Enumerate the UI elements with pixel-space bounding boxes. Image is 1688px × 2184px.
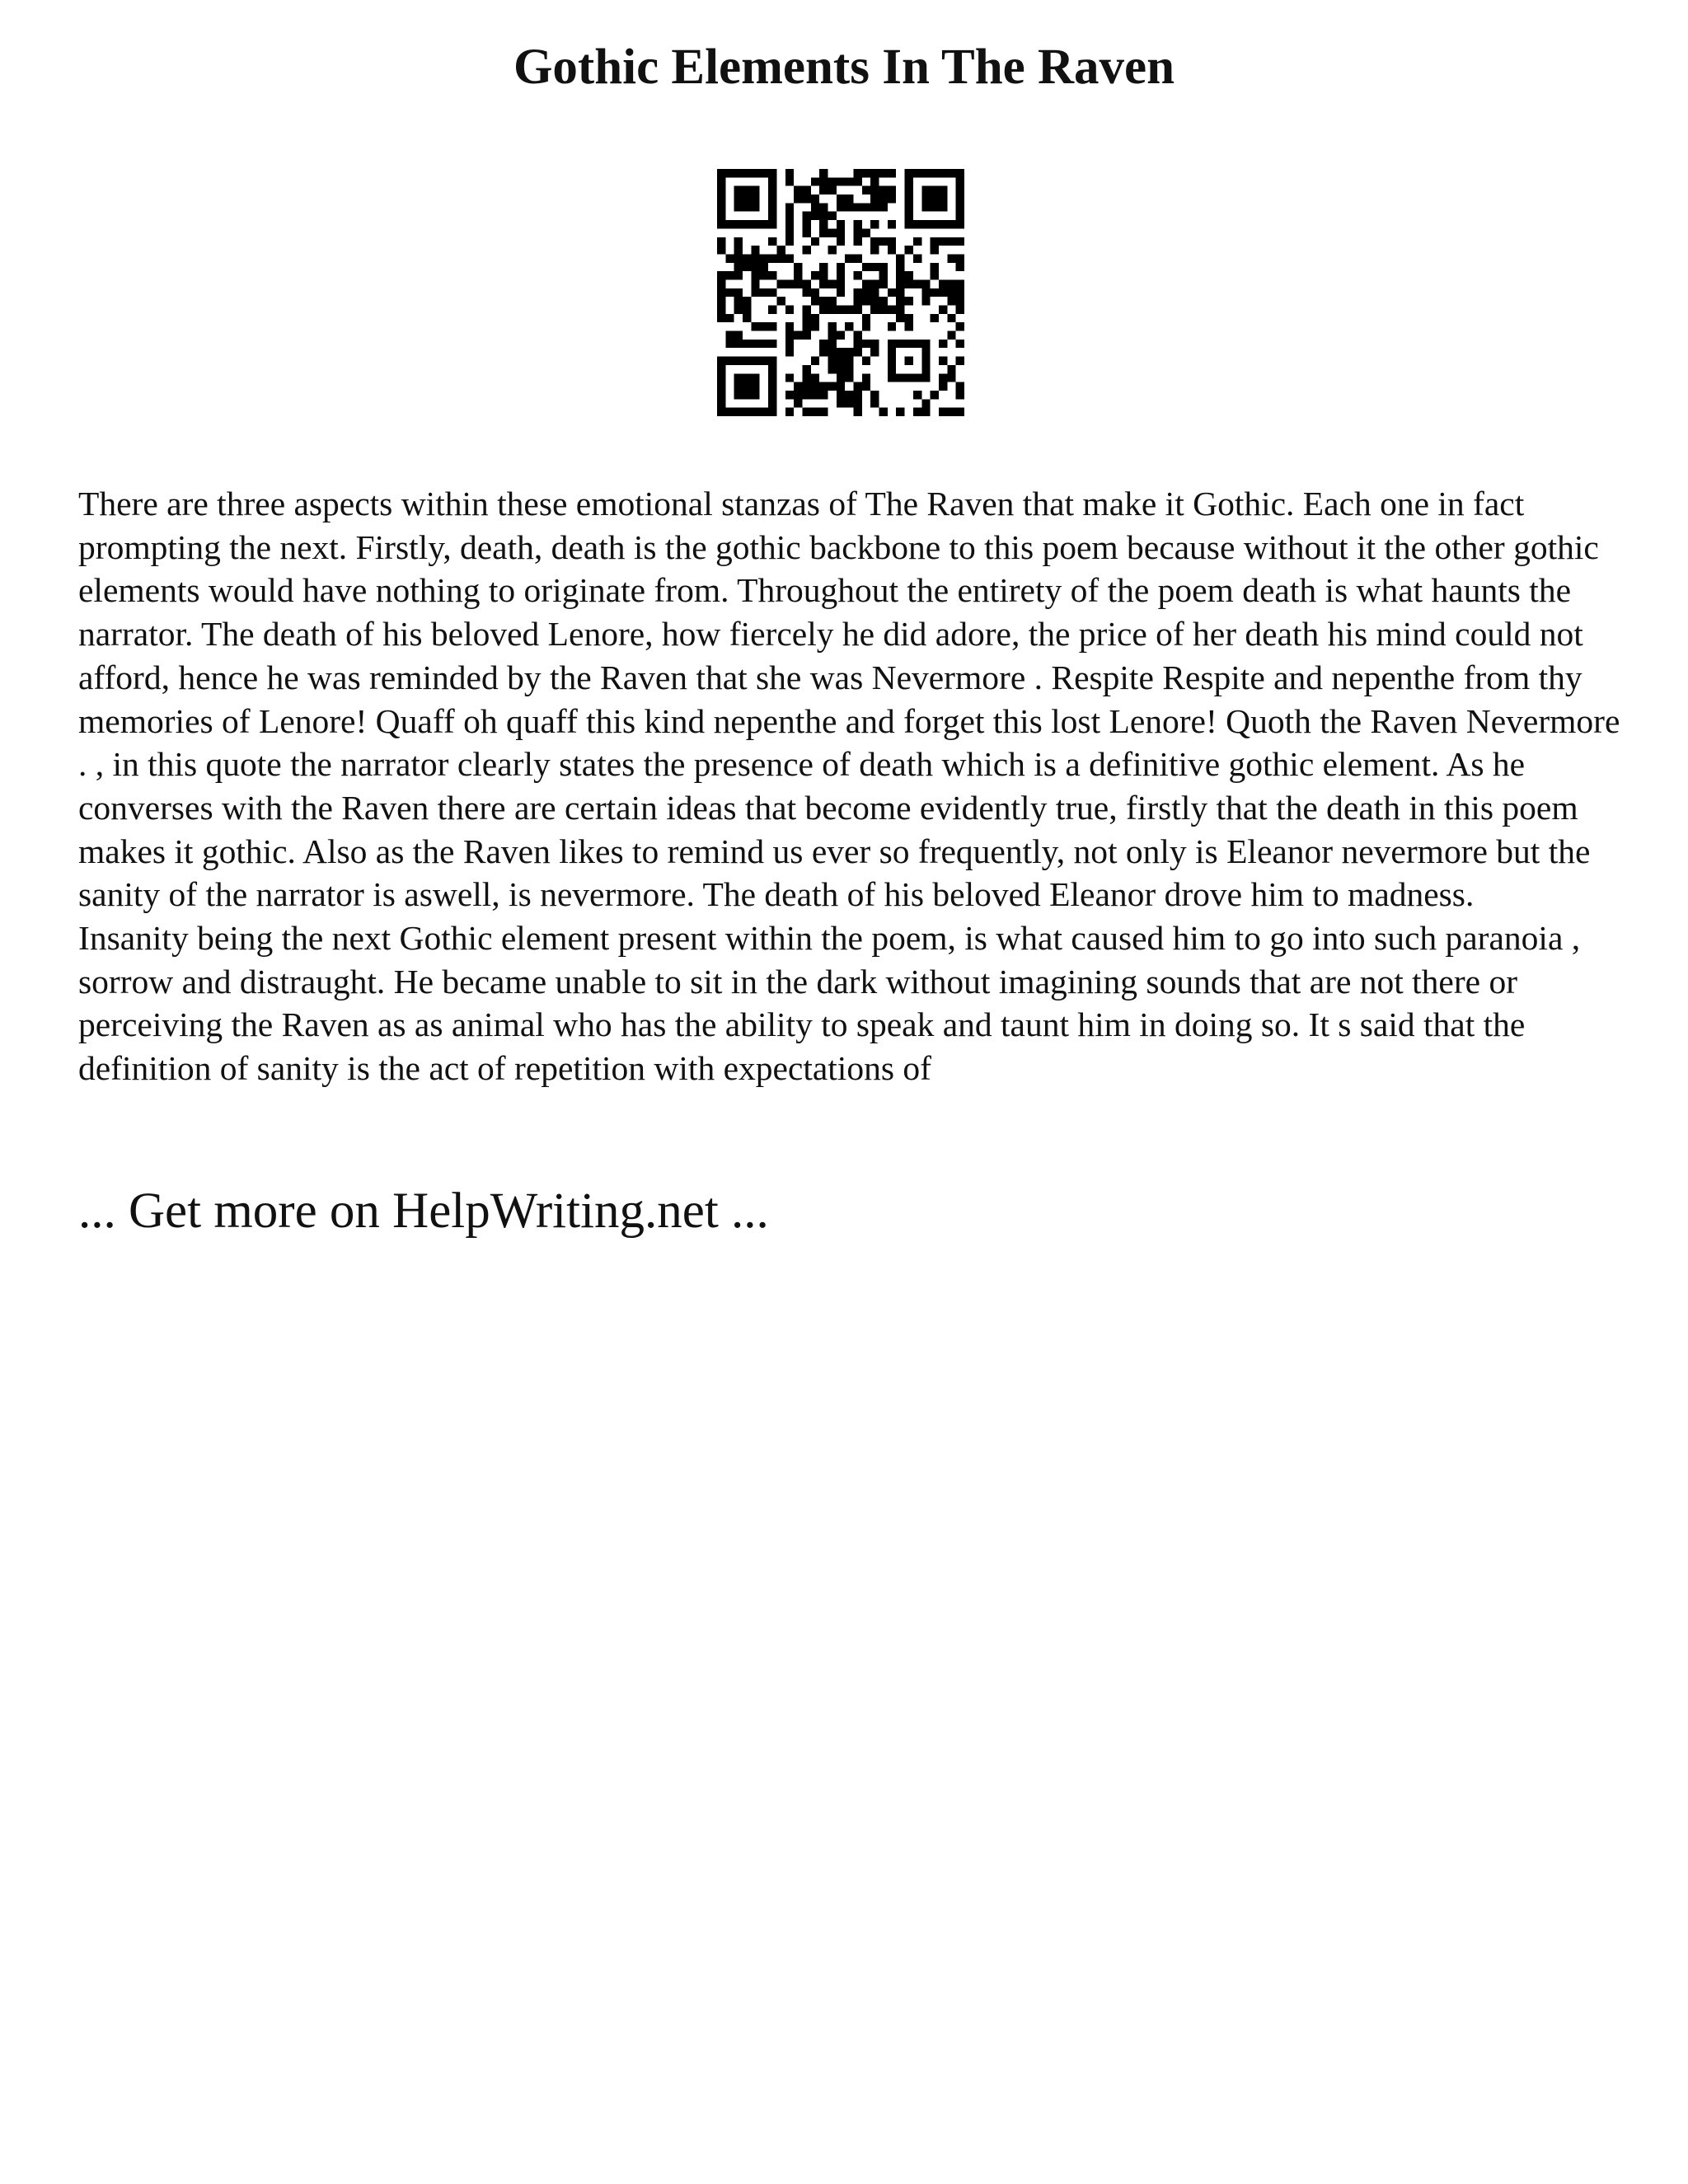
get-more-link[interactable]: ... Get more on HelpWriting.net ... [78,1183,769,1239]
document-title: Gothic Elements In The Raven [513,40,1175,95]
essay-paragraph-1: There are three aspects within these emotional stanzas of The Raven that make it Gothic. Each one in fact prompting the next. Firstly, death, death is the gothic backbone to this poem because without it the other gothic elements would have nothing to originate from. Throughout the entirety of the poem death is what haunts the narrator. The death of his beloved Lenore, how fiercely he did adore, the price of her death his mind could not afford, hence he was reminded by the Raven that she was Nevermore . Respite Respite and nepenthe from thy memories of Lenore! Quaff oh quaff this kind nepenthe and forget this lost Lenore! Quoth the Raven Nevermore . , in this quote the narrator clearly states the presence of death which is a definitive gothic element. As he converses with the Raven there are certain ideas that become evidently true, firstly that the death in this poem makes it gothic. Also as the Raven likes to remind us ever so frequently, not only is Eleanor nevermore but the sanity of the narrator is aswell, is nevermore. The death of his beloved Eleanor drove him to madness. [78,485,1620,914]
essay-paragraph-2: Insanity being the next Gothic element present within the poem, is what caused him to go into such paranoia , sorrow and distraught. He became unable to sit in the dark without imagining sounds that are not there or perceiving the Raven as as animal who has the ability to speak and taunt him in doing so. It s said that the definition of sanity is the act of repetition with expectations of [78,919,1581,1088]
qr-code-icon [717,169,964,416]
essay-body [78,482,1628,1090]
